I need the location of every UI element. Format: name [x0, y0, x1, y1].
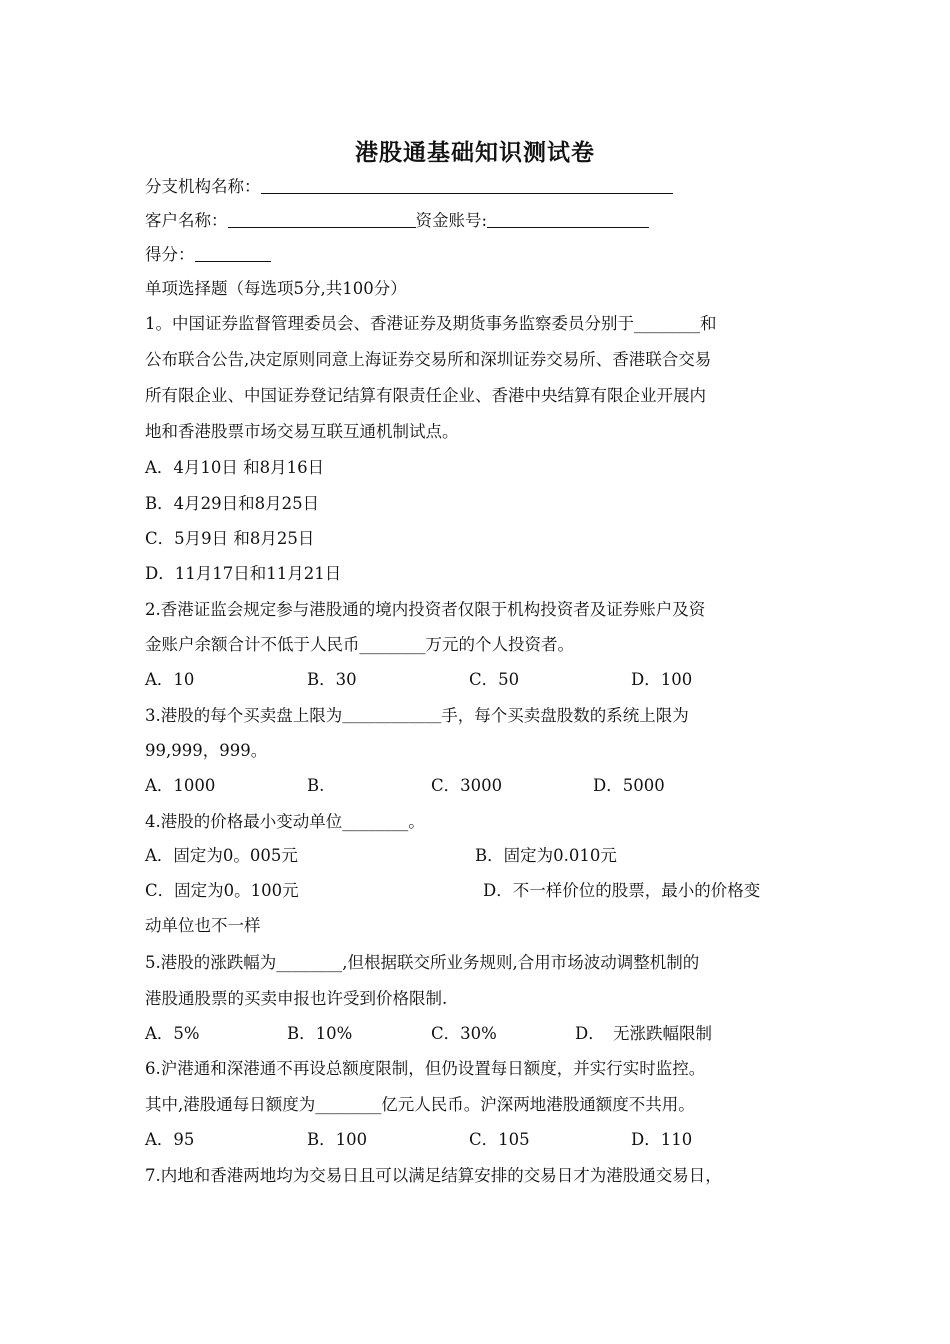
- customer-field-row: [145, 208, 649, 234]
- q6-text-line2: 其中,港股通每日额度为________亿元人民币。沪深两地港股通额度不共用。: [145, 1095, 695, 1114]
- q1-text-line4: 地和香港股票市场交易互联互通机制试点。: [145, 422, 459, 441]
- q1-text-line3: 所有限企业、中国证券登记结算有限责任企业、香港中央结算有限企业开展内: [145, 386, 706, 405]
- account-blank[interactable]: [487, 209, 649, 228]
- q4-option-d: D．不一样价位的股票，最小的价格变: [483, 881, 761, 900]
- q2-options-row: [145, 667, 845, 693]
- q6-option-c: C．105: [469, 1130, 530, 1149]
- q6-option-a: A．95: [145, 1130, 195, 1149]
- q5-option-c: C．30%: [431, 1024, 497, 1043]
- q1-text-line1: 1。中国证券监督管理委员会、香港证券及期货事务监察委员分别于________和: [145, 314, 717, 333]
- q3-option-c: C．3000: [431, 776, 503, 795]
- q3-option-b: B.: [307, 776, 325, 795]
- q4-options-row1: [145, 843, 845, 869]
- q6-option-d: D．110: [631, 1130, 693, 1149]
- score-field-row: [145, 242, 271, 268]
- q4-option-c: C．固定为0。100元: [145, 881, 299, 900]
- q3-option-a: A．1000: [145, 776, 216, 795]
- q4-text-line1: 4.港股的价格最小变动单位________。: [145, 812, 425, 831]
- q4-option-a: A．固定为0。005元: [145, 846, 298, 865]
- account-label: 资金账号:: [415, 211, 488, 230]
- score-label: 得分：: [145, 245, 195, 264]
- q2-text-line1: 2.香港证监会规定参与港股通的境内投资者仅限于机构投资者及证券账户及资: [145, 600, 706, 619]
- customer-blank[interactable]: [228, 209, 416, 228]
- q5-option-a: A．5%: [145, 1024, 200, 1043]
- q6-option-b: B．100: [307, 1130, 368, 1149]
- q5-option-d: D． 无涨跌幅限制: [575, 1024, 712, 1043]
- branch-blank[interactable]: [261, 175, 673, 194]
- q5-text-line2: 港股通股票的买卖申报也许受到价格限制.: [145, 989, 448, 1008]
- q4-option-d-continued: 动单位也不一样: [145, 916, 261, 935]
- page-title: 港股通基础知识测试卷: [355, 140, 595, 166]
- q1-text-line2: 公布联合公告,决定原则同意上海证券交易所和深圳证券交易所、香港联合交易: [145, 350, 712, 369]
- q1-option-c: C．5月9日 和8月25日: [145, 529, 315, 548]
- q1-option-a: A．4月10日 和8月16日: [145, 458, 325, 477]
- q5-options-row: [145, 1021, 845, 1047]
- customer-label: 客户名称：: [145, 211, 228, 230]
- q2-option-c: C．50: [469, 670, 520, 689]
- q5-option-b: B．10%: [287, 1024, 353, 1043]
- q1-option-d: D．11月17日和11月21日: [145, 564, 342, 583]
- q3-options-row: [145, 773, 845, 799]
- q3-text-line2: 99,999，999。: [145, 741, 268, 760]
- q7-text-line1: 7.内地和香港两地均为交易日且可以满足结算安排的交易日才为港股通交易日，: [145, 1166, 722, 1185]
- branch-field-row: [145, 174, 673, 200]
- q2-option-b: B．30: [307, 670, 357, 689]
- q3-option-d: D．5000: [593, 776, 665, 795]
- q6-options-row: [145, 1127, 845, 1153]
- branch-label: 分支机构名称：: [145, 177, 261, 196]
- q1-option-b: B．4月29日和8月25日: [145, 494, 320, 513]
- q4-option-b: B．固定为0.010元: [475, 846, 617, 865]
- q2-option-d: D．100: [631, 670, 693, 689]
- q4-options-row2: [145, 878, 845, 904]
- q5-text-line1: 5.港股的涨跌幅为________,但根据联交所业务规则,合用市场波动调整机制的: [145, 953, 700, 972]
- score-blank[interactable]: [195, 243, 271, 262]
- q6-text-line1: 6.沪港通和深港通不再设总额度限制，但仍设置每日额度，并实行实时监控。: [145, 1059, 706, 1078]
- q2-option-a: A．10: [145, 670, 195, 689]
- section-heading: 单项选择题（每选项5分,共100分）: [145, 279, 407, 298]
- q3-text-line1: 3.港股的每个买卖盘上限为＿＿＿＿＿＿手，每个买卖盘股数的系统上限为: [145, 706, 689, 725]
- q2-text-line2: 金账户余额合计不低于人民币________万元的个人投资者。: [145, 635, 574, 654]
